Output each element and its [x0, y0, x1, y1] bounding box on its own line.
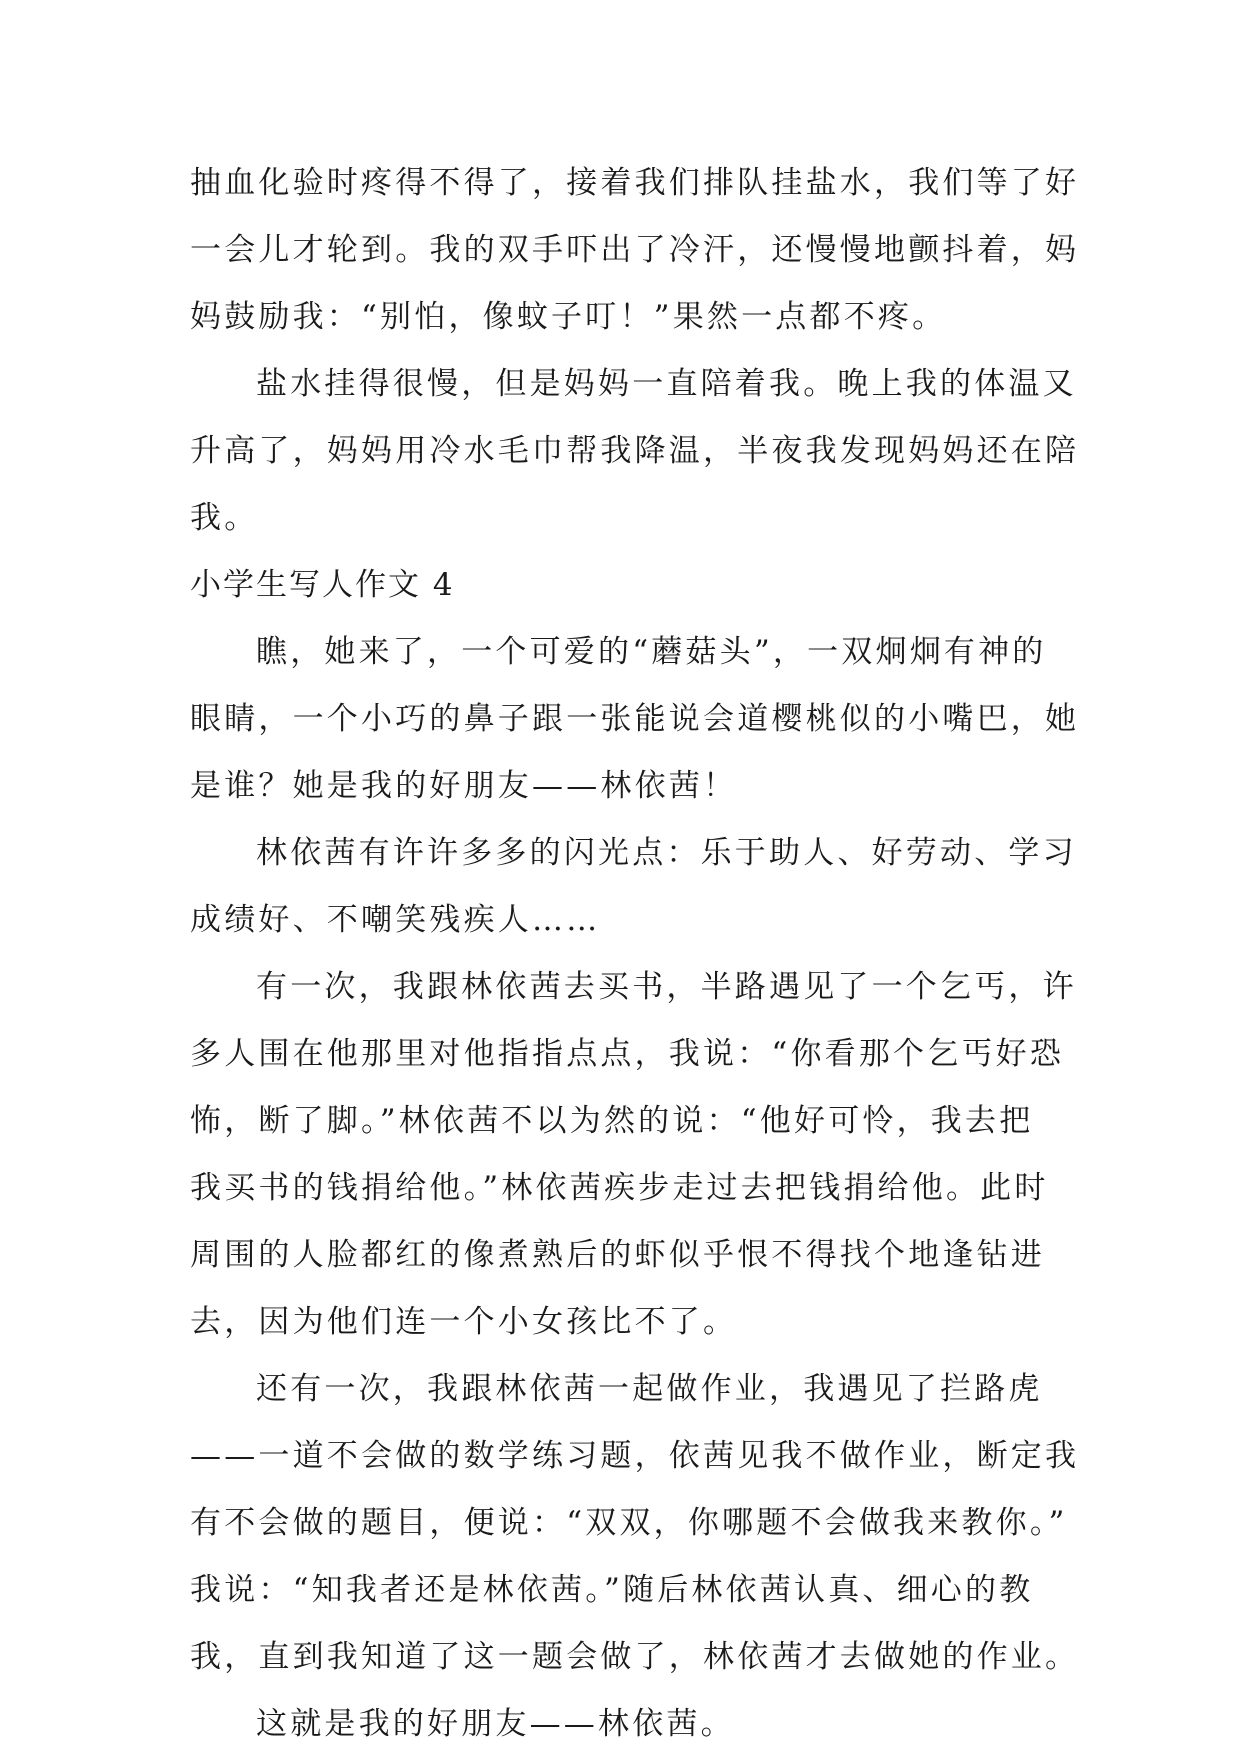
text-line: 一会儿才轮到。我的双手吓出了冷汗，还慢慢地颤抖着，妈 [190, 232, 1080, 268]
text-line: ——一道不会做的数学练习题，依茜见我不做作业，断定我 [190, 1438, 1080, 1474]
paragraph-3 [190, 954, 1077, 1356]
paragraph-4 [190, 1356, 1080, 1691]
paragraph-1 [190, 619, 1080, 820]
text-line: 抽血化验时疼得不得了，接着我们排队挂盐水，我们等了好 [190, 165, 1080, 201]
document-page [190, 150, 1080, 1758]
section-heading: 小学生写人作文 4 [190, 567, 455, 603]
text-line: 眼睛，一个小巧的鼻子跟一张能说会道樱桃似的小嘴巴，她 [190, 701, 1080, 737]
text-line: 林依茜有许许多多的闪光点：乐于助人、好劳动、学习 [256, 835, 1077, 871]
text-line: 妈鼓励我：“别怕，像蚊子叮！”果然一点都不疼。 [190, 299, 947, 335]
text-line: 瞧，她来了，一个可爱的“蘑菇头”，一双炯炯有神的 [256, 634, 1047, 670]
text-line: 有不会做的题目，便说：“双双，你哪题不会做我来教你。” [190, 1505, 1068, 1541]
paragraph-2 [190, 820, 1077, 954]
text-line: 去，因为他们连一个小女孩比不了。 [190, 1304, 738, 1340]
text-line: 多人围在他那里对他指指点点，我说：“你看那个乞丐好恐 [190, 1036, 1065, 1072]
text-line: 成绩好、不嘲笑残疾人…… [190, 902, 601, 938]
text-line: 还有一次，我跟林依茜一起做作业，我遇见了拦路虎 [256, 1371, 1043, 1407]
text-line: 是谁？她是我的好朋友——林依茜！ [190, 768, 738, 804]
text-line: 这就是我的好朋友——林依茜。 [256, 1706, 735, 1742]
text-line: 盐水挂得很慢，但是妈妈一直陪着我。晚上我的体温又 [256, 366, 1077, 402]
text-line: 我。 [190, 500, 259, 536]
text-line: 升高了，妈妈用冷水毛巾帮我降温，半夜我发现妈妈还在陪 [190, 433, 1080, 469]
text-line: 怖，断了脚。”林依茜不以为然的说：“他好可怜，我去把 [190, 1103, 1034, 1139]
paragraph-5 [190, 1691, 1050, 1758]
paragraph-prev-1 [190, 150, 1080, 351]
text-line: 我说：“知我者还是林依茜。”随后林依茜认真、细心的教 [190, 1572, 1034, 1608]
text-line: 我，直到我知道了这一题会做了，林依茜才去做她的作业。 [190, 1639, 1080, 1675]
text-line: 有一次，我跟林依茜去买书，半路遇见了一个乞丐，许 [256, 969, 1077, 1005]
paragraph-prev-2 [190, 351, 1080, 552]
text-line: 我买书的钱捐给他。”林依茜疾步走过去把钱捐给他。此时 [190, 1170, 1049, 1206]
text-line: 周围的人脸都红的像煮熟后的虾似乎恨不得找个地逢钻进 [190, 1237, 1045, 1273]
